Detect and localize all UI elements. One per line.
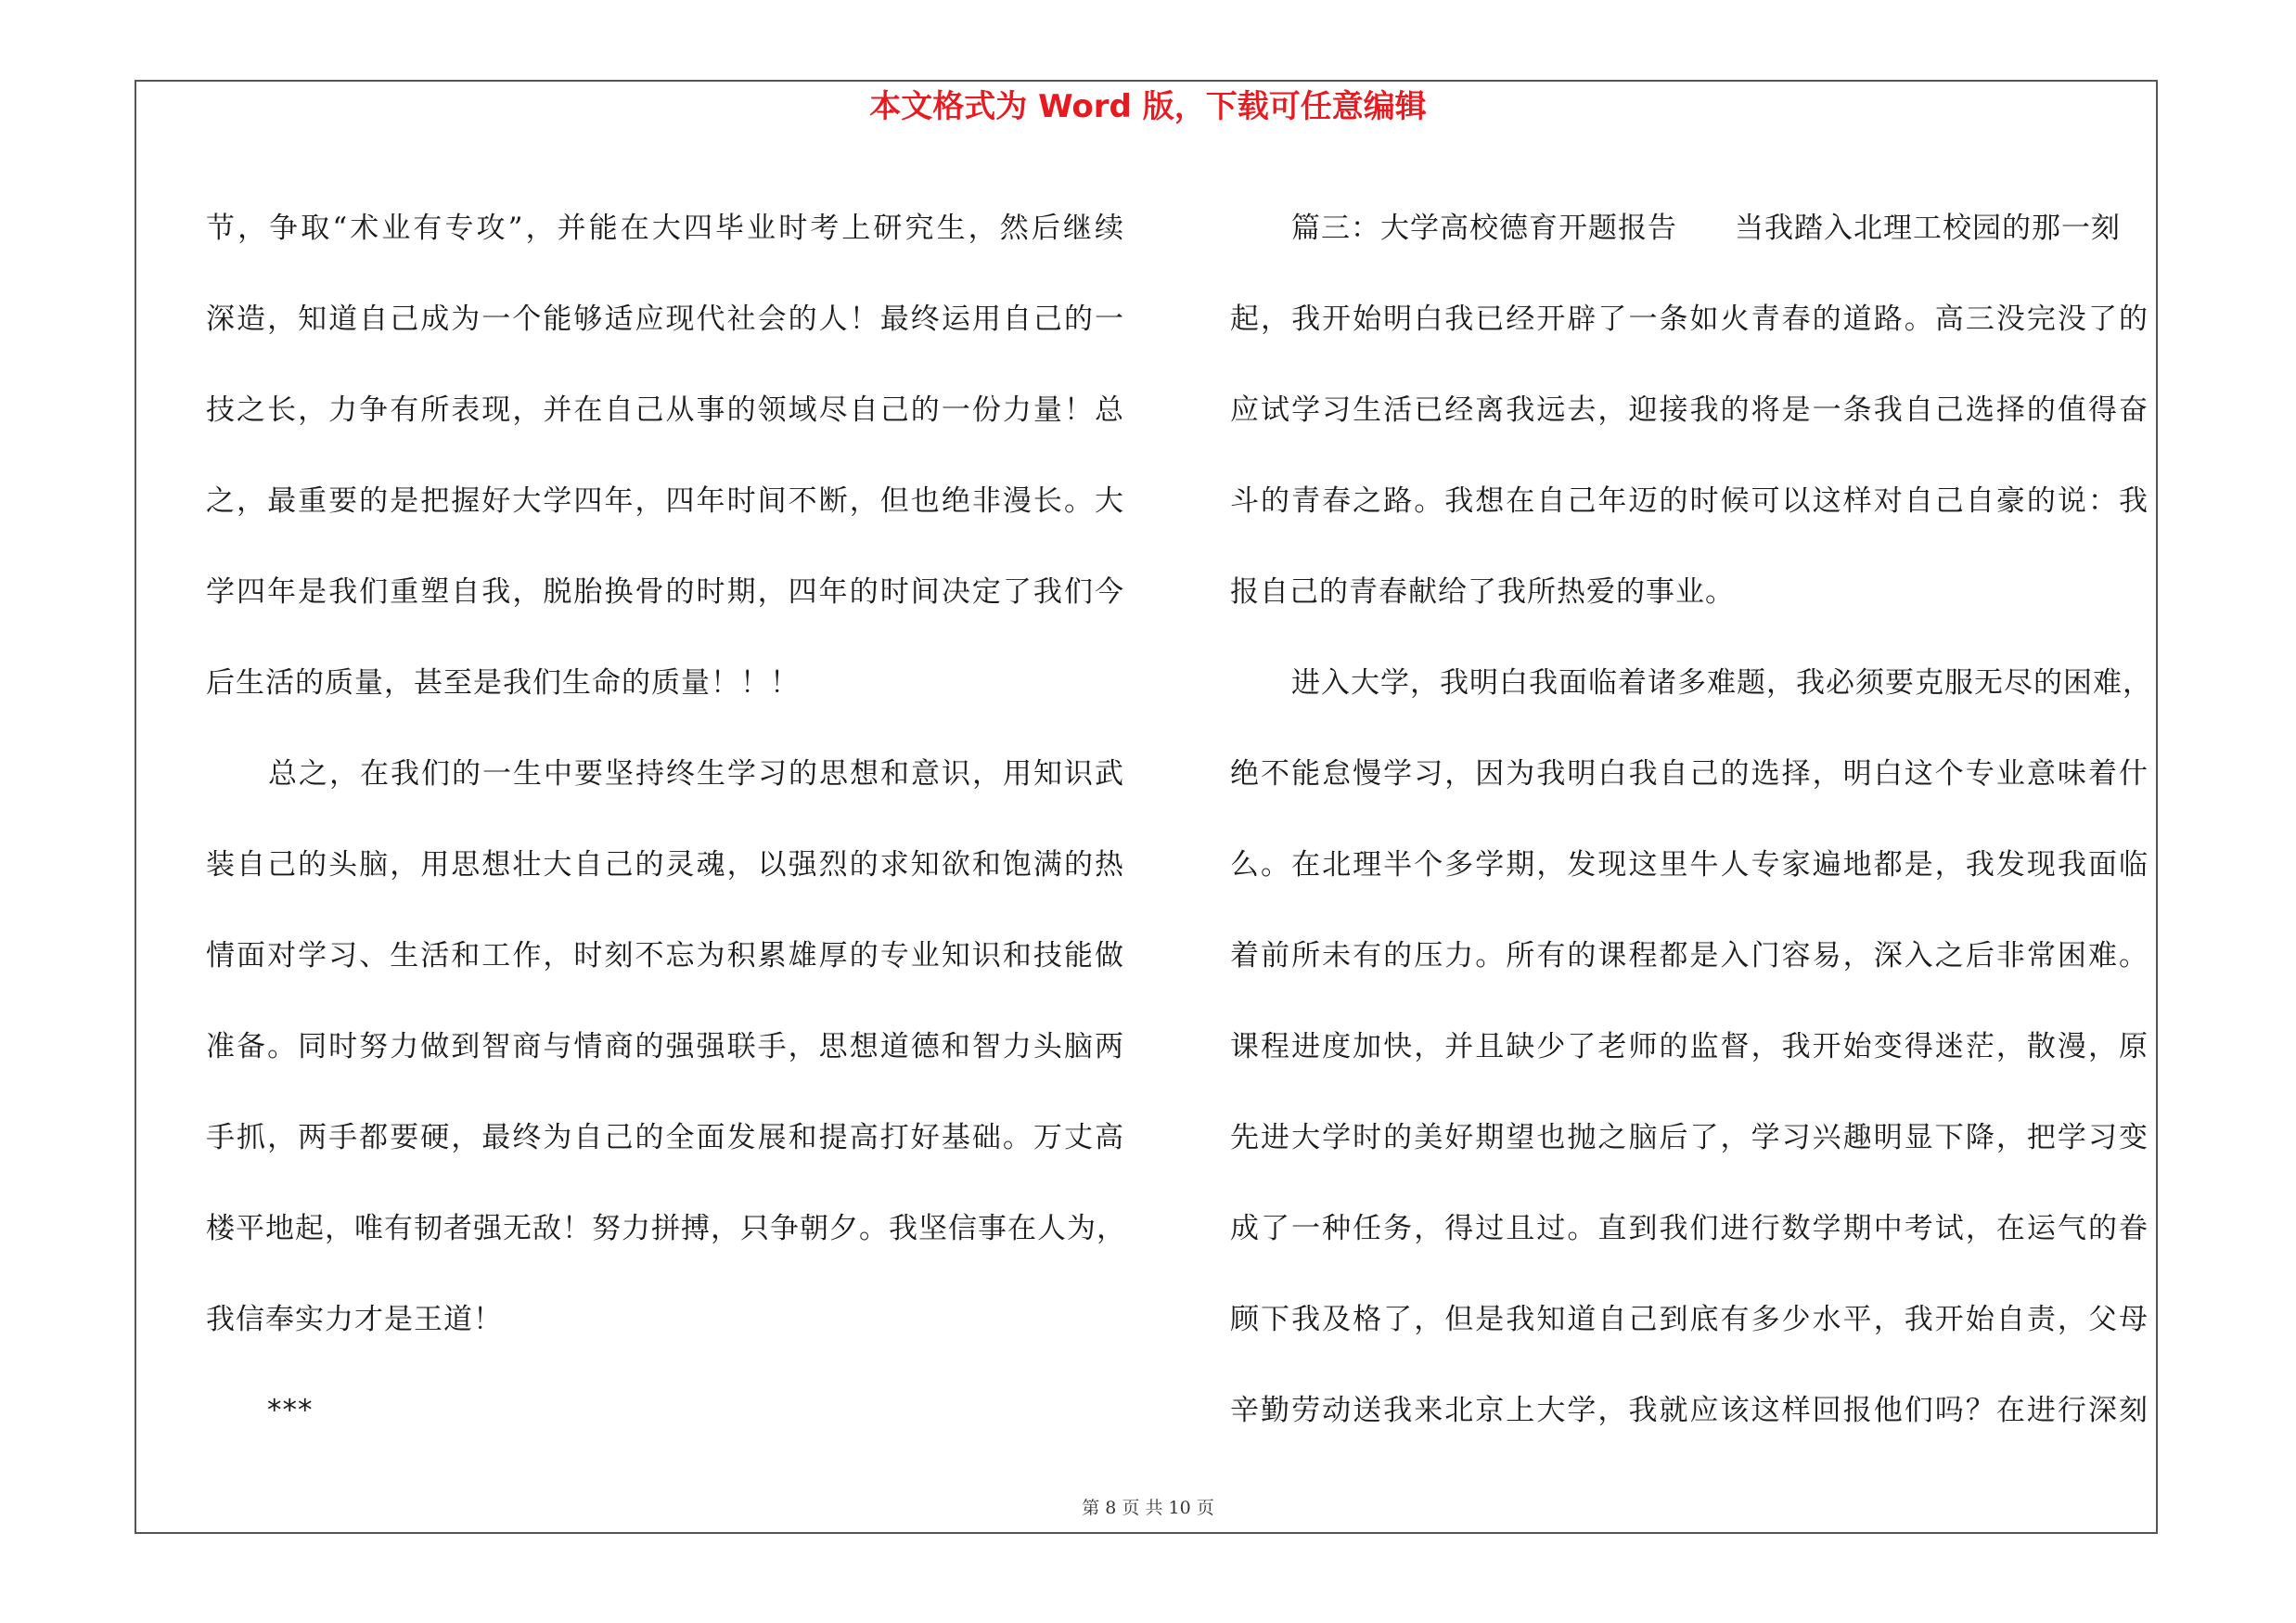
line-text: 当我踏入北理工校园的那一刻 bbox=[1735, 212, 2121, 245]
text-line: 先进大学时的美好期望也抛之脑后了，学习兴趣明显下降，把学习变 bbox=[1230, 1121, 2148, 1154]
text-line: 斗的青春之路。我想在自己年迈的时候可以这样对自己自豪的说：我 bbox=[1230, 484, 2148, 518]
text-line: 手抓，两手都要硬，最终为自己的全面发展和提高打好基础。万丈高 bbox=[206, 1121, 1124, 1154]
text-line: 学四年是我们重塑自我，脱胎换骨的时期，四年的时间决定了我们今 bbox=[206, 575, 1124, 609]
text-line: 装自己的头脑，用思想壮大自己的灵魂，以强烈的求知欲和饱满的热 bbox=[206, 848, 1124, 882]
text-line: 绝不能怠慢学习，因为我明白我自己的选择，明白这个专业意味着什 bbox=[1230, 757, 2148, 791]
text-line: 技之长，力争有所表现，并在自己从事的领域尽自己的一份力量！总 bbox=[206, 393, 1124, 427]
text-line: 之，最重要的是把握好大学四年，四年时间不断，但也绝非漫长。大 bbox=[206, 484, 1124, 518]
text-line: 成了一种任务，得过且过。直到我们进行数学期中考试，在运气的眷 bbox=[1230, 1212, 2148, 1245]
text-line: 起，我开始明白我已经开辟了一条如火青春的道路。高三没完没了的 bbox=[1230, 303, 2148, 336]
separator: *** bbox=[267, 1394, 314, 1427]
text-line bbox=[206, 728, 1124, 819]
text-line: 后生活的质量，甚至是我们生命的质量！！！ bbox=[206, 666, 800, 700]
left-column bbox=[206, 183, 1124, 1456]
text-line: 么。在北理半个多学期，发现这里牛人专家遍地都是，我发现我面临 bbox=[1230, 848, 2148, 882]
right-column bbox=[1230, 183, 2152, 1456]
text-line: 着前所未有的压力。所有的课程都是入门容易，深入之后非常困难。 bbox=[1230, 939, 2148, 973]
text-line: 情面对学习、生活和工作，时刻不忘为积累雄厚的专业知识和技能做 bbox=[206, 939, 1124, 973]
text-line: 准备。同时努力做到智商与情商的强强联手，思想道德和智力头脑两 bbox=[206, 1030, 1124, 1063]
text-line bbox=[1230, 638, 2152, 728]
text-line: 课程进度加快，并且缺少了老师的监督，我开始变得迷茫，散漫，原 bbox=[1230, 1030, 2148, 1063]
text-line: 应试学习生活已经离我远去，迎接我的将是一条我自己选择的值得奋 bbox=[1230, 393, 2148, 427]
format-banner: 本文格式为 Word 版，下载可任意编辑 bbox=[869, 88, 1427, 125]
text-line bbox=[1230, 183, 2148, 274]
section-heading: 篇三：大学高校德育开题报告 bbox=[1291, 212, 1677, 245]
text-line: 楼平地起，唯有韧者强无敌！努力拼搏，只争朝夕。我坚信事在人为， bbox=[206, 1212, 1126, 1245]
page-number: 第 8 页 共 10 页 bbox=[1082, 1498, 1214, 1518]
text-line: 辛勤劳动送我来北京上大学，我就应该这样回报他们吗？在进行深刻 bbox=[1230, 1394, 2148, 1427]
line-text: 进入大学，我明白我面临着诸多难题，我必须要克服无尽的困难， bbox=[1291, 666, 2152, 700]
text-line: 顾下我及格了，但是我知道自己到底有多少水平，我开始自责，父母 bbox=[1230, 1303, 2148, 1336]
text-line: 节，争取“术业有专攻”，并能在大四毕业时考上研究生，然后继续 bbox=[206, 212, 1124, 245]
text-line: 我信奉实力才是王道！ bbox=[206, 1303, 503, 1336]
line-text: 总之，在我们的一生中要坚持终生学习的思想和意识，用知识武 bbox=[267, 757, 1124, 791]
text-line: 深造，知道自己成为一个能够适应现代社会的人！最终运用自己的一 bbox=[206, 303, 1124, 336]
text-line: 报自己的青春献给了我所热爱的事业。 bbox=[1230, 575, 1735, 609]
